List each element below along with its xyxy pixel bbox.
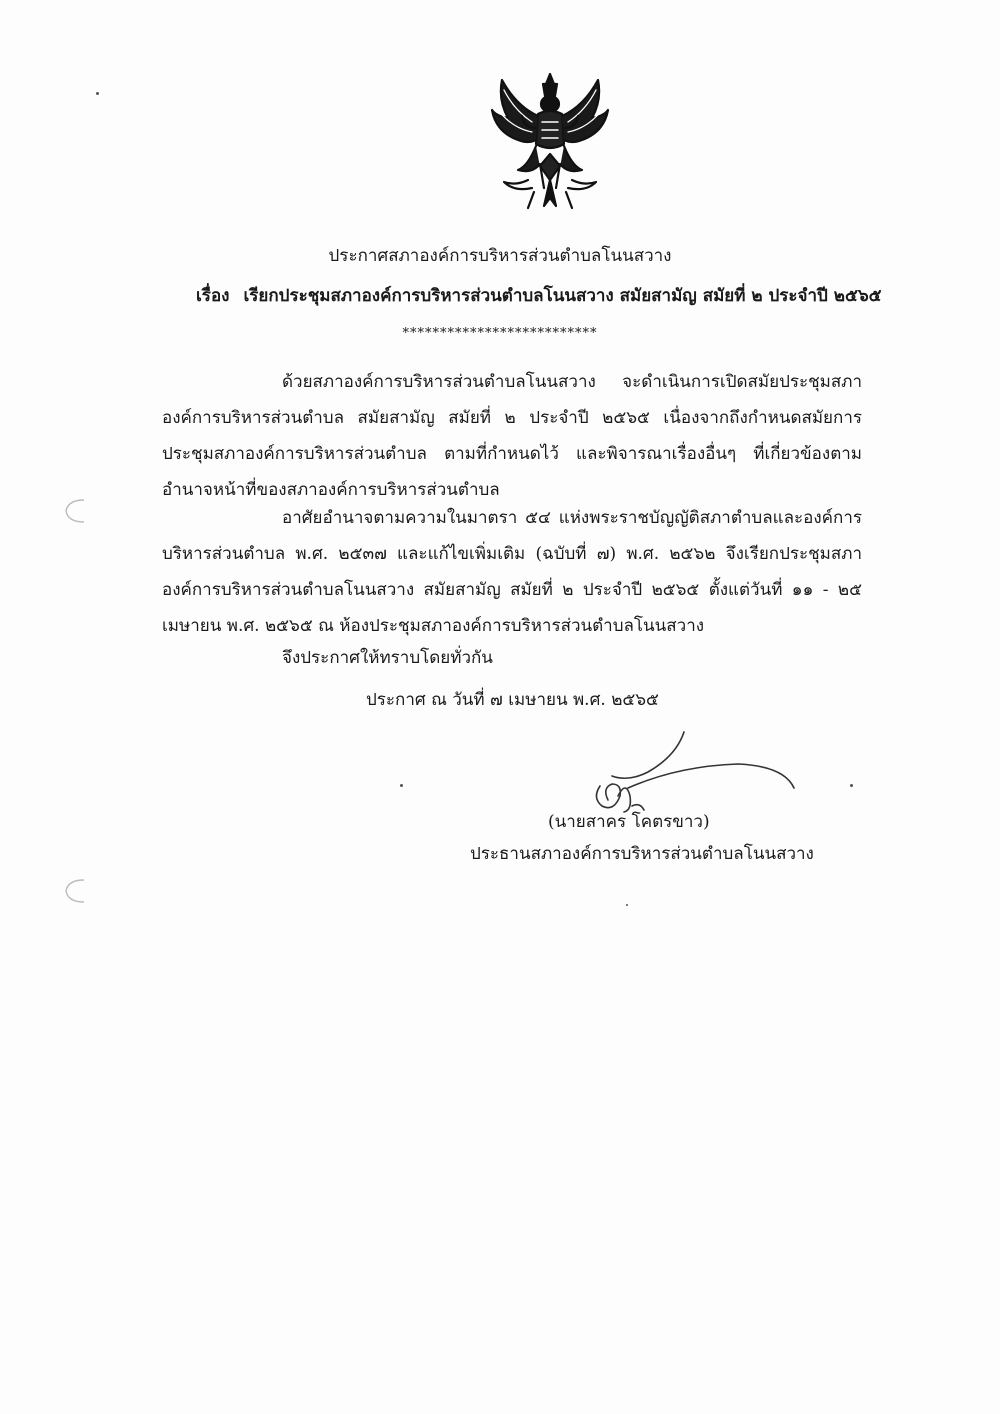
garuda-emblem-icon	[488, 70, 612, 212]
paragraph-1	[162, 364, 862, 508]
scan-speck	[850, 784, 853, 787]
announcement-date: ประกาศ ณ วันที่ ๗ เมษายน พ.ศ. ๒๕๖๕	[366, 690, 659, 710]
document-subject	[196, 284, 882, 308]
document-title: ประกาศสภาองค์การบริหารส่วนตำบลโนนสวาง	[328, 246, 672, 266]
paragraph-1-text: ด้วยสภาองค์การบริหารส่วนตำบลโนนสวาง จะดำเนินการเปิดสมัยประชุมสภาองค์การบริหารส่วนตำบล สมัยสามัญ สมัยที่ ๒ ประจำปี ๒๕๖๕ เนื่องจากถึงกำหนดสมัยการประชุมสภาองค์การบริหารส่วนตำบล ตามที่กำหนดไว้ และพิจารณาเรื่องอื่นๆ ที่เกี่ยวข้องตามอำนาจหน้าที่ของสภาองค์การบริหารส่วนตำบล	[162, 372, 862, 500]
subject-text: เรียกประชุมสภาองค์การบริหารส่วนตำบลโนนสวาง สมัยสามัญ สมัยที่ ๒ ประจำปี ๒๕๖๕	[243, 286, 882, 306]
paragraph-2-text: อาศัยอำนาจตามความในมาตรา ๕๔ แห่งพระราชบัญญัติสภาตำบลและองค์การบริหารส่วนตำบล พ.ศ. ๒๕๓๗ และแก้ไขเพิ่มเติม (ฉบับที่ ๗) พ.ศ. ๒๕๖๒ จึงเรียกประชุมสภาองค์การบริหารส่วนตำบลโนนสวาง สมัยสามัญ สมัยที่ ๒ ประจำปี ๒๕๖๕ ตั้งแต่วันที่ ๑๑ - ๒๕ เมษายน พ.ศ. ๒๕๖๕ ณ ห้องประชุมสภาองค์การบริหารส่วนตำบลโนนสวาง	[162, 508, 862, 636]
signer-title: ประธานสภาองค์การบริหารส่วนตำบลโนนสวาง	[470, 844, 814, 864]
paragraph-2	[162, 500, 862, 644]
scan-speck	[96, 92, 99, 95]
separator-stars: **************************	[402, 326, 598, 341]
closing-statement: จึงประกาศให้ทราบโดยทั่วกัน	[282, 648, 493, 668]
punch-hole-mark	[62, 496, 92, 526]
subject-label: เรื่อง	[196, 286, 230, 306]
scan-speck	[626, 904, 628, 906]
scan-speck	[400, 784, 403, 787]
punch-hole-mark	[62, 876, 92, 906]
signer-name: (นายสาคร โคตรขาว)	[548, 812, 710, 832]
